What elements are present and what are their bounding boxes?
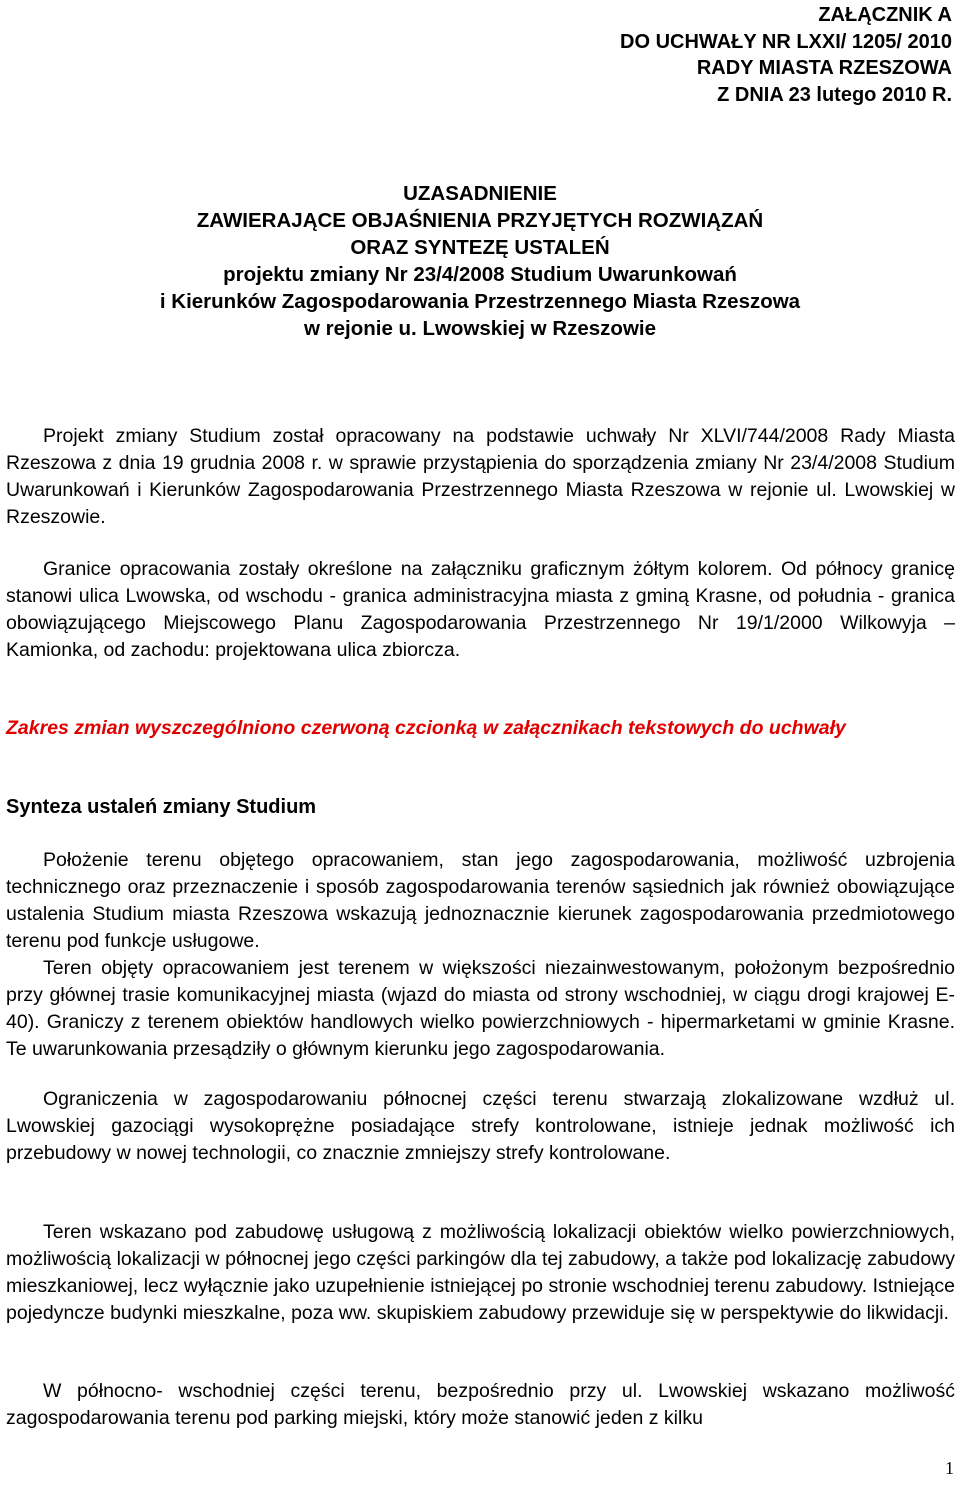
paragraph-boundaries: Granice opracowania zostały określone na załączniku graficznym żółtym kolorem. Od północy granicę stanowi ulica Lwowska, od wschodu - granica administracyjna miasta z gminą Krasne, od południa - granica obowiązującego Miejscowego Planu Zagospodarowania Przestrzennego Nr 19/1/2000 Wilkowyja – Kamionka, od zachodu: projektowana ulica zbiorcza. xyxy=(6,558,955,661)
title-line-2: ZAWIERAJĄCE OBJAŚNIENIA PRZYJĘTYCH ROZWIĄZAŃ xyxy=(196,209,764,232)
paragraph-area: Teren objęty opracowaniem jest terenem w większości niezainwestowanym, położonym bezpośrednio przy głównej trasie komunikacyjnej miasta (wjazd do miasta od strony wschodniej, w ciągu drogi krajowej E-40). Graniczy z terenem obiektów handlowych wielko powierzchniowych - hipermarketami w gminie Krasne. Te uwarunkowania przesądziły o głównym kierunku jego zagospodarowania. xyxy=(6,957,955,1060)
red-note: Zakres zmian wyszczególniono czerwoną czcionką w załącznikach tekstowych do uchwały xyxy=(6,717,846,739)
page-number: 1 xyxy=(945,1458,954,1478)
paragraph-basis: Projekt zmiany Studium został opracowany na podstawie uchwały Nr XLVI/744/2008 Rady Miasta Rzeszowa z dnia 19 grudnia 2008 r. w sprawie przystąpienia do sporządzenia zmiany Nr 23/4/2008 Studium Uwarunkowań i Kierunków Zagospodarowania Przestrzennego Miasta Rzeszowa w rejonie ul. Lwowskiej w Rzeszowie. xyxy=(6,425,955,528)
attachment-header xyxy=(620,2,952,108)
synthesis-heading: Synteza ustaleń zmiany Studium xyxy=(6,796,317,818)
header-line-2: DO UCHWAŁY NR LXXI/ 1205/ 2010 xyxy=(620,30,952,53)
title-line-6: w rejonie u. Lwowskiej w Rzeszowie xyxy=(303,317,656,340)
title-line-1: UZASADNIENIE xyxy=(403,182,557,205)
document-title xyxy=(0,180,960,342)
paragraph-parking: W północno- wschodniej części terenu, bezpośrednio przy ul. Lwowskiej wskazano możliwość zagospodarowania terenu pod parking miejski, który może stanowić jeden z kilku xyxy=(6,1380,955,1429)
header-line-3: RADY MIASTA RZESZOWA xyxy=(696,57,952,79)
paragraph-limitations: Ograniczenia w zagospodarowaniu północnej części terenu stwarzają zlokalizowane wzdłuż ul. Lwowskiej gazociągi wysokoprężne posiadające strefy kontrolowane, istnieje jednak możliwość ich przebudowy w nowej technologii, co znacznie zmniejszy strefy kontrolowane. xyxy=(6,1088,955,1164)
title-line-4: projektu zmiany Nr 23/4/2008 Studium Uwarunkowań xyxy=(223,263,737,286)
title-line-5: i Kierunków Zagospodarowania Przestrzennego Miasta Rzeszowa xyxy=(159,290,801,313)
header-line-4: Z DNIA 23 lutego 2010 R. xyxy=(717,83,952,106)
header-line-1: ZAŁĄCZNIK A xyxy=(818,4,952,26)
paragraph-location: Położenie terenu objętego opracowaniem, stan jego zagospodarowania, możliwość uzbrojenia technicznego oraz przeznaczenie i sposób zagospodarowania terenów sąsiednich jak również obowiązujące ustalenia Studium miasta Rzeszowa wskazują jednoznacznie kierunek zagospodarowania przedmiotowego terenu pod funkcje usługowe. xyxy=(6,849,955,952)
paragraph-service-development: Teren wskazano pod zabudowę usługową z możliwością lokalizacji obiektów wielko powierzchniowych, możliwością lokalizacji w północnej jego części parkingów dla tej zabudowy, a także pod lokalizację zabudowy mieszkaniowej, lecz wyłącznie jako uzupełnienie istniejącej po stronie wschodniej terenu zabudowy. Istniejące pojedyncze budynki mieszkalne, poza ww. skupiskiem zabudowy przewiduje się w perspektywie do likwidacji. xyxy=(6,1221,955,1324)
title-line-3: ORAZ SYNTEZĘ USTALEŃ xyxy=(350,236,610,259)
